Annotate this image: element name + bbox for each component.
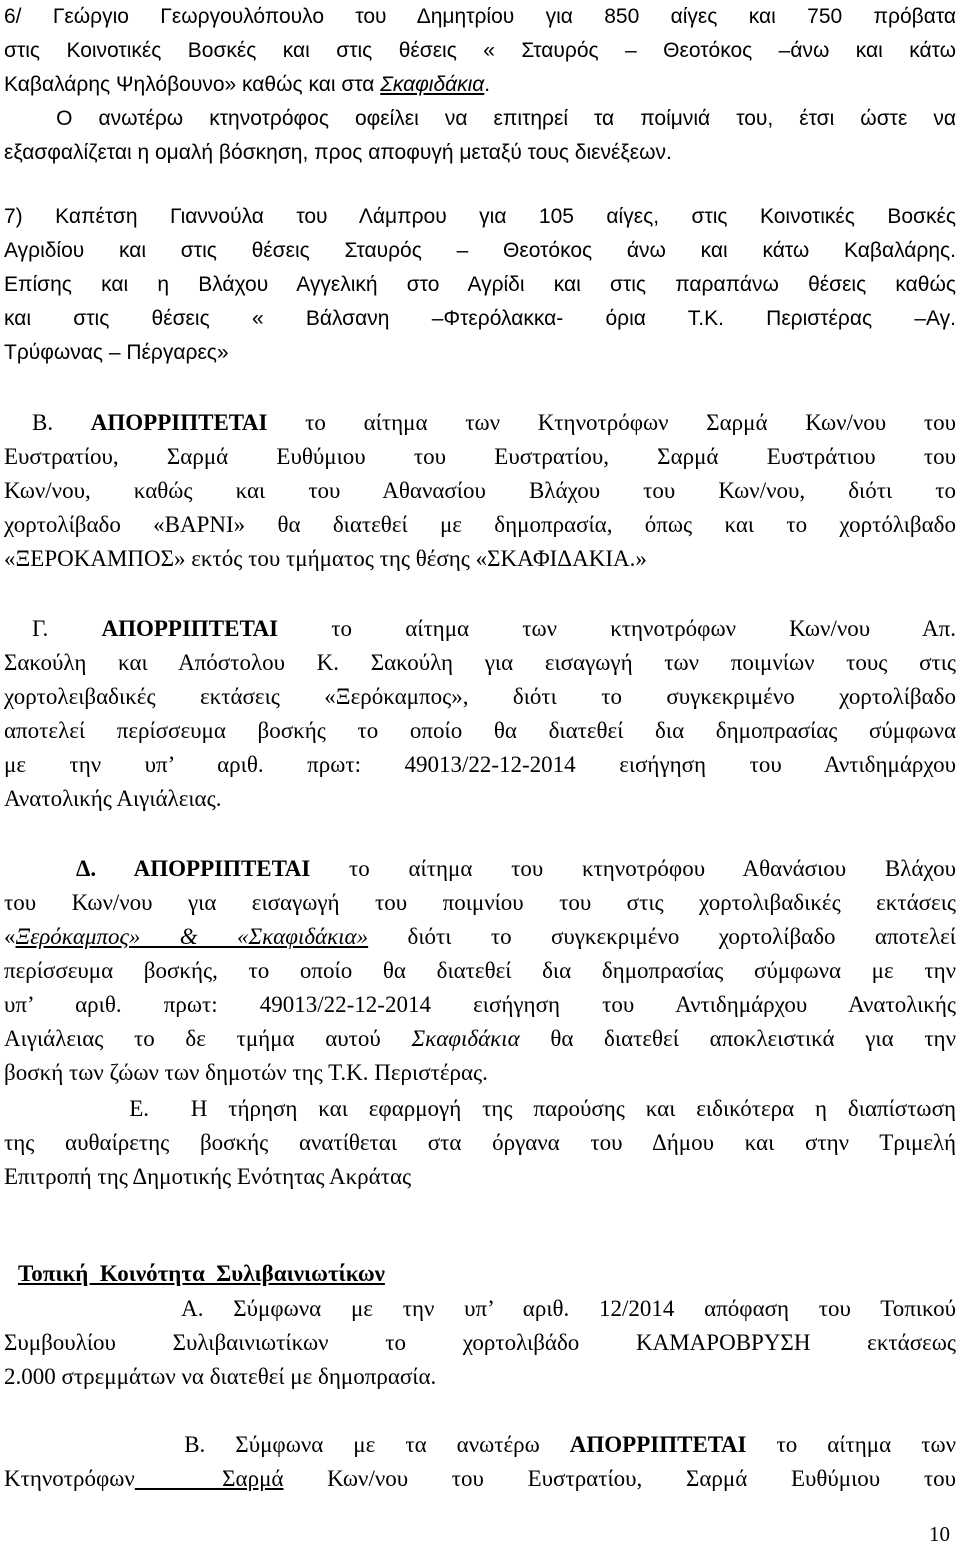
text-line (4, 406, 956, 440)
text-line: Ο ανωτέρω κτηνοτρόφος οφείλει να επιτηρεί τα ποίμνιά του, έτσι ώστε να (4, 107, 956, 130)
section-letter: Δ. (76, 856, 134, 881)
text-line: «ΞΕΡΟΚΑΜΠΟΣ» εκτός του τμήματος της θέσης «ΣΚΑΦΙΔΑΚΙΑ.» (4, 546, 647, 571)
text-span: θα διατεθεί αποκλειστικά για την (519, 1026, 956, 1051)
section-b-paragraph (4, 406, 956, 576)
text-line: Αγριδίου και στις θέσεις Σταυρός – Θεοτόκος άνω και κάτω Καβαλάρης. (4, 239, 956, 262)
text-line: Τρύφωνας – Πέργαρες» (4, 341, 229, 364)
text-line: υπ’ αριθ. πρωτ: 49013/22-12-2014 εισήγηση του Αντιδημάρχου Ανατολικής (4, 992, 956, 1017)
text-line: της αυθαίρετης βοσκής ανατίθεται στα όργανα του Δήμου και στην Τριμελή (4, 1130, 956, 1155)
rejected-label: ΑΠΟΡΡΙΠΤΕΤΑΙ (569, 1432, 747, 1457)
text-line (4, 1428, 956, 1462)
text-span: το αίτημα των κτηνοτρόφων Κων/νου Απ. (278, 616, 956, 641)
text-line: εξασφαλίζεται η ομαλή βόσκηση, προς αποφυγή μεταξύ τους διενέξεων. (4, 141, 672, 164)
text-line: 2.000 στρεμμάτων να διατεθεί με δημοπρασία. (4, 1364, 437, 1389)
section-g-paragraph (4, 612, 956, 816)
text-line (4, 1462, 956, 1496)
text-line: Σακούλη και Απόστολου Κ. Σακούλη για εισαγωγή των ποιμνίων τους στις (4, 650, 956, 675)
text-line (4, 68, 956, 102)
text-span: το αίτημα των (746, 1432, 956, 1457)
page-number: 10 (929, 1522, 950, 1546)
text-line: αποτελεί περίσσευμα βοσκής το οποίο θα διατεθεί δια δημοπρασίας σύμφωνα (4, 718, 956, 743)
section-letter: Γ. (32, 616, 102, 641)
place-name-italic: Σκαφιδάκια (411, 1026, 520, 1051)
text-line: με την υπ’ αριθ. πρωτ: 49013/22-12-2014 εισήγηση του Αντιδημάρχου (4, 752, 956, 777)
text-line: Ευστρατίου, Σαρμά Ευθύμιου του Ευστρατίου, Σαρμά Ευστράτιου του (4, 444, 956, 469)
text-line: χορτολίβαδο «ΒΑΡΝΙ» θα διατεθεί με δημοπρασία, όπως και το χορτόλιβαδο (4, 512, 956, 537)
text-line (4, 920, 956, 954)
item-7-paragraph (4, 200, 956, 370)
rejected-label: ΑΠΟΡΡΙΠΤΕΤΑΙ (133, 856, 311, 881)
text-line: Κων/νου, καθώς και του Αθανασίου Βλάχου του Κων/νου, διότι το (4, 478, 956, 503)
text-line (4, 1022, 956, 1056)
text-line: Ανατολικής Αιγιάλειας. (4, 786, 222, 811)
section-a2-paragraph (4, 1292, 956, 1394)
text-span: . (484, 73, 491, 96)
text-line: Συμβουλίου Συλιβαινιωτίκων το χορτολιβάδο ΚΑΜΑΡΟΒΡΥΣΗ εκτάσεως (4, 1330, 956, 1355)
text-span: Β. Σύμφωνα με τα ανωτέρω (4, 1432, 570, 1457)
section-letter: Β. (32, 410, 91, 435)
text-line: περίσσευμα βοσκής, το οποίο θα διατεθεί δια δημοπρασίας σύμφωνα με την (4, 958, 956, 983)
text-line: Επιτροπή της Δημοτικής Ενότητας Ακράτας (4, 1164, 412, 1189)
text-line: Επίσης και η Βλάχου Αγγελική στο Αγρίδι και στις παραπάνω θέσεις καθώς (4, 273, 956, 296)
place-name-link: Σκαφιδάκια (380, 73, 485, 96)
community-heading: Τοπική Κοινότητα Συλιβαινιωτίκων (18, 1261, 385, 1286)
underlined-span: Σαρμά (134, 1466, 284, 1491)
rejected-label: ΑΠΟΡΡΙΠΤΕΤΑΙ (101, 616, 279, 641)
text-line: Ε. Η τήρηση και εφαρμογή της παρούσης και ειδικότερα η διαπίστωση (4, 1096, 956, 1121)
text-span: Καβαλάρης Ψηλόβουνο» καθώς και στα (4, 73, 381, 96)
section-d-paragraph (4, 852, 956, 1090)
text-line: 7) Καπέτση Γιαννούλα του Λάμπρου για 105 αίγες, στις Κοινοτικές Βοσκές (4, 205, 956, 228)
text-line: 6/ Γεώργιο Γεωργουλόπουλο του Δημητρίου για 850 αίγες και 750 πρόβατα (4, 5, 956, 28)
section-b2-paragraph (4, 1428, 956, 1496)
section-e-paragraph (4, 1092, 956, 1194)
place-names-italic: Ξερόκαμπος» & «Σκαφιδάκια» (15, 924, 369, 949)
text-line (4, 852, 956, 886)
text-span: διότι το συγκεκριμένο χορτολίβαδο αποτελεί (368, 924, 956, 949)
text-line: βοσκή των ζώων των δημοτών της Τ.Κ. Περιστέρας. (4, 1060, 488, 1085)
text-line (4, 612, 956, 646)
text-line: του Κων/νου για εισαγωγή του ποιμνίου του στις χορτολιβαδικές εκτάσεις (4, 890, 956, 915)
text-span: « (4, 924, 16, 949)
text-span: το αίτημα των Κτηνοτρόφων Σαρμά Κων/νου του (267, 410, 956, 435)
text-span: Κτηνοτρόφων (4, 1466, 135, 1491)
text-line: στις Κοινοτικές Βοσκές και στις θέσεις « Σταυρός – Θεοτόκος –άνω και κάτω (4, 39, 956, 62)
item-6-paragraph (4, 0, 956, 170)
text-line: Α. Σύμφωνα με την υπ’ αριθ. 12/2014 απόφαση του Τοπικού (4, 1296, 956, 1321)
text-span: Αιγιάλειας το δε τμήμα αυτού (4, 1026, 412, 1051)
text-line: χορτολειβαδικές εκτάσεις «Ξερόκαμπος», διότι το συγκεκριμένο χορτολίβαδο (4, 684, 956, 709)
text-line: και στις θέσεις « Βάλσανη –Φτερόλακκα- όρια Τ.Κ. Περιστέρας –Αγ. (4, 307, 956, 330)
text-span: Κων/νου του Ευστρατίου, Σαρμά Ευθύμιου του (283, 1466, 956, 1491)
text-span: το αίτημα του κτηνοτρόφου Αθανάσιου Βλάχου (310, 856, 956, 881)
rejected-label: ΑΠΟΡΡΙΠΤΕΤΑΙ (90, 410, 268, 435)
